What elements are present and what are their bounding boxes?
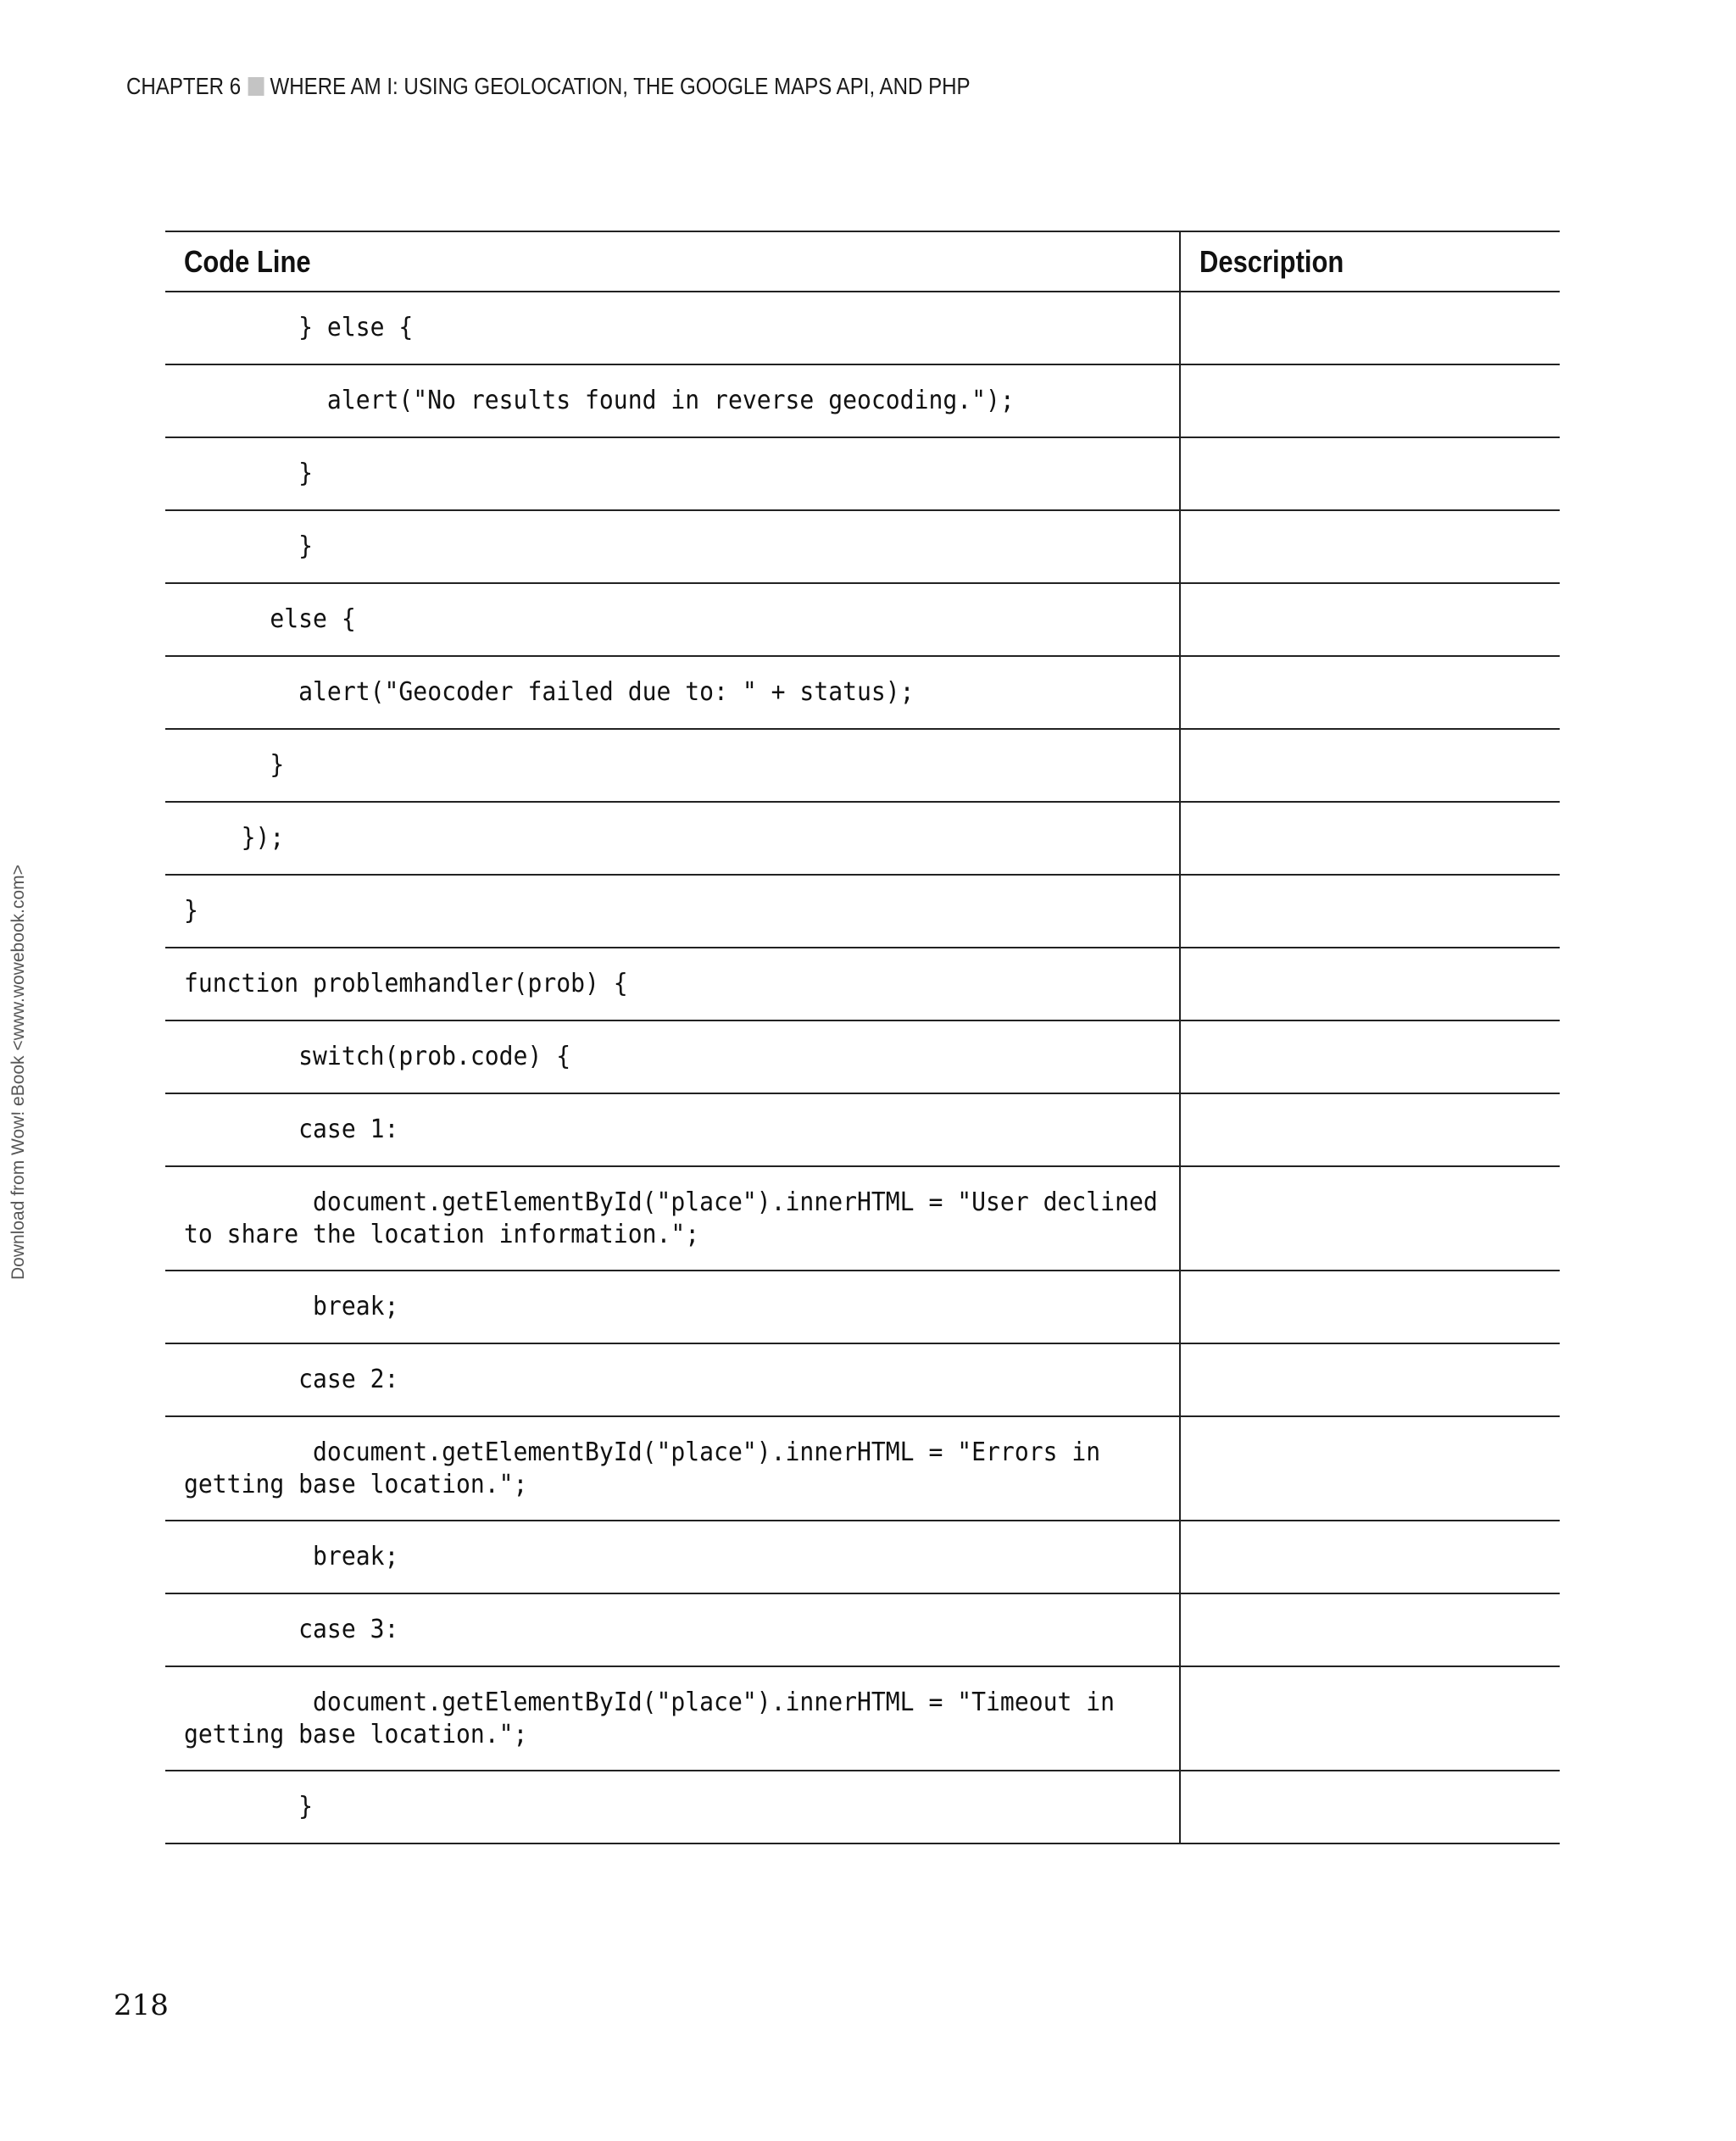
- table-row: [165, 1771, 1560, 1843]
- code-line-cell: [165, 437, 1180, 510]
- table-row: [165, 1166, 1560, 1271]
- code-line-cell: [165, 1666, 1180, 1771]
- code-line-cell: [165, 1521, 1180, 1593]
- chapter-title: WHERE AM I: USING GEOLOCATION, THE GOOGLE MAPS API, AND PHP: [270, 73, 971, 99]
- description-cell: [1180, 1271, 1560, 1343]
- table-row: [165, 510, 1560, 583]
- table-row: [165, 1416, 1560, 1521]
- chapter-label: CHAPTER 6: [126, 73, 242, 99]
- description-cell: [1180, 1093, 1560, 1166]
- table-row: [165, 364, 1560, 437]
- code-line-cell: [165, 1343, 1180, 1416]
- code-line-cell: [165, 1093, 1180, 1166]
- header-description: Description: [1180, 231, 1560, 292]
- table-header-row: [165, 231, 1560, 292]
- description-cell: [1180, 1666, 1560, 1771]
- table-row: [165, 1666, 1560, 1771]
- description-cell: [1180, 1416, 1560, 1521]
- description-cell: [1180, 1020, 1560, 1093]
- code-line-text: switch(prob.code) {: [184, 1042, 571, 1071]
- description-cell: [1180, 1771, 1560, 1843]
- description-cell: [1180, 437, 1560, 510]
- header-code-line: Code Line: [165, 231, 1180, 292]
- code-line-cell: [165, 1166, 1180, 1271]
- table-row: [165, 729, 1560, 802]
- code-line-text: alert("No results found in reverse geocoding.");: [184, 386, 1015, 415]
- code-line-cell: [165, 1593, 1180, 1666]
- table-row: [165, 948, 1560, 1020]
- code-line-text: break;: [184, 1542, 399, 1571]
- table-row: [165, 437, 1560, 510]
- description-cell: [1180, 1521, 1560, 1593]
- table-row: [165, 1020, 1560, 1093]
- code-line-cell: [165, 802, 1180, 875]
- description-cell: [1180, 583, 1560, 656]
- description-cell: [1180, 364, 1560, 437]
- table-row: [165, 583, 1560, 656]
- description-cell: [1180, 802, 1560, 875]
- code-line-text: case 1:: [184, 1115, 399, 1144]
- table-row: [165, 656, 1560, 729]
- description-cell: [1180, 1166, 1560, 1271]
- description-cell: [1180, 1343, 1560, 1416]
- code-line-text: } else {: [184, 313, 414, 342]
- code-line-text: else {: [184, 604, 356, 634]
- code-line-text: });: [184, 823, 285, 853]
- code-line-text: }: [184, 531, 314, 561]
- code-line-text: }: [184, 896, 198, 926]
- code-line-text: function problemhandler(prob) {: [184, 969, 628, 998]
- description-cell: [1180, 1593, 1560, 1666]
- code-line-text: }: [184, 459, 314, 488]
- table-row: [165, 1271, 1560, 1343]
- code-line-text: }: [184, 1792, 314, 1821]
- header-separator-square: [248, 77, 264, 96]
- code-line-cell: [165, 1416, 1180, 1521]
- code-description-table: [165, 231, 1560, 1844]
- code-line-cell: [165, 510, 1180, 583]
- table-row: [165, 1593, 1560, 1666]
- table-row: [165, 1521, 1560, 1593]
- code-line-text: document.getElementById("place").innerHTML = "User declined to share the location information.";: [184, 1187, 1158, 1249]
- code-line-cell: [165, 1271, 1180, 1343]
- table-row: [165, 1093, 1560, 1166]
- code-line-text: }: [184, 750, 285, 780]
- code-line-text: break;: [184, 1292, 399, 1321]
- table-row: [165, 292, 1560, 364]
- description-cell: [1180, 948, 1560, 1020]
- code-line-cell: [165, 583, 1180, 656]
- code-line-text: case 3:: [184, 1615, 399, 1644]
- table-row: [165, 1343, 1560, 1416]
- code-line-text: document.getElementById("place").innerHTML = "Errors in getting base location.";: [184, 1437, 1101, 1499]
- code-line-cell: [165, 875, 1180, 948]
- description-cell: [1180, 510, 1560, 583]
- description-cell: [1180, 292, 1560, 364]
- table-row: [165, 875, 1560, 948]
- description-cell: [1180, 656, 1560, 729]
- code-line-text: document.getElementById("place").innerHTML = "Timeout in getting base location.";: [184, 1687, 1116, 1749]
- table-row: [165, 802, 1560, 875]
- code-line-cell: [165, 729, 1180, 802]
- description-cell: [1180, 729, 1560, 802]
- page-number: 218: [114, 1988, 169, 2022]
- code-line-text: case 2:: [184, 1365, 399, 1394]
- running-header: [126, 73, 971, 100]
- code-line-cell: [165, 656, 1180, 729]
- code-line-cell: [165, 1771, 1180, 1843]
- description-cell: [1180, 875, 1560, 948]
- code-line-cell: [165, 948, 1180, 1020]
- code-line-cell: [165, 292, 1180, 364]
- code-line-cell: [165, 364, 1180, 437]
- download-watermark: Download from Wow! eBook <www.wowebook.com>: [8, 865, 28, 1280]
- code-line-cell: [165, 1020, 1180, 1093]
- code-line-text: alert("Geocoder failed due to: " + status);: [184, 677, 915, 707]
